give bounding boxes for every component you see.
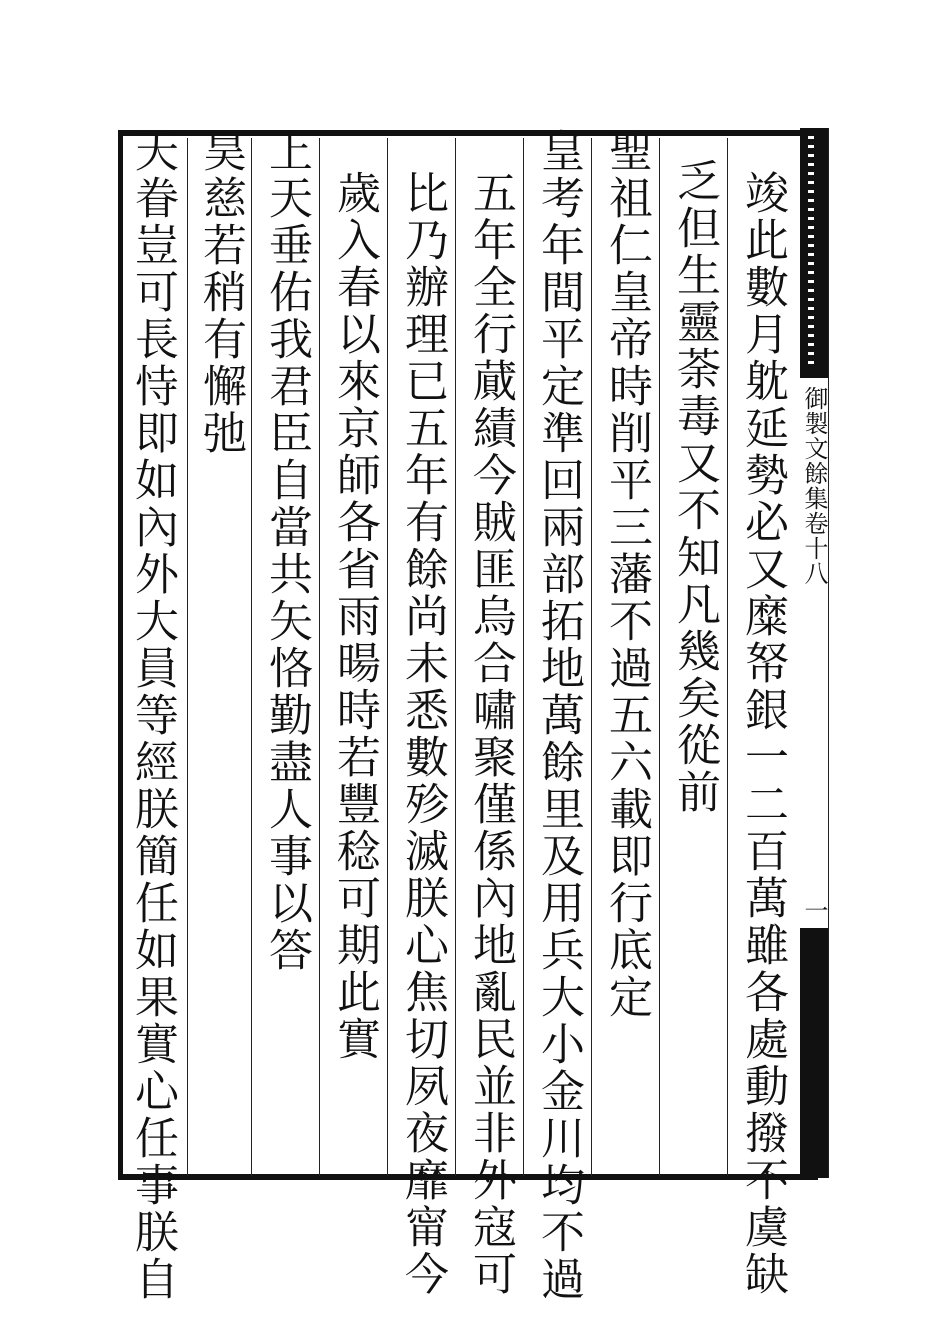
column-rule	[187, 138, 188, 1176]
text-column: 五年全行蕆績今賊匪烏合嘯聚僅係內地亂民並非外寇可	[465, 170, 516, 1298]
text-column: 皇考年間平定準回兩部拓地萬餘里及用兵大小金川均不過	[533, 128, 584, 1303]
text-column: 竣此數月躭延勢必又糜帑銀一二百萬雖各處動撥不虞缺	[737, 170, 788, 1298]
column-rule	[251, 138, 252, 1176]
column-rule	[591, 138, 592, 1176]
column-rule	[727, 138, 728, 1176]
fishtail-mark-bottom	[800, 928, 828, 1178]
column-rule	[455, 138, 456, 1176]
text-column: 歲入春以來京師各省雨暘時若豐稔可期此實	[329, 170, 380, 1063]
folio-number: 一	[800, 898, 828, 922]
text-column: 昊慈若稍有懈弛	[195, 128, 246, 457]
text-column: 乏但生靈荼毒又不知凡幾矣從前	[669, 158, 720, 816]
column-rule	[523, 138, 524, 1176]
text-column: 比乃辦理已五年有餘尚未悉數殄滅朕心焦切夙夜靡甯今	[397, 170, 448, 1298]
margin-rule	[828, 128, 829, 1178]
fishtail-mark-top	[800, 128, 828, 378]
page-margin	[800, 128, 828, 1178]
text-column: 上天垂佑我君臣自當共矢恪勤盡人事以答	[261, 128, 312, 974]
column-rule	[319, 138, 320, 1176]
column-rule	[659, 138, 660, 1176]
text-column: 天眷豈可長恃即如內外大員等經朕簡任如果實心任事朕自	[127, 128, 178, 1303]
column-rule	[387, 138, 388, 1176]
margin-title: 御製文餘集卷十八	[800, 386, 828, 586]
text-column: 聖祖仁皇帝時削平三藩不過五六載即行底定	[601, 128, 652, 1021]
